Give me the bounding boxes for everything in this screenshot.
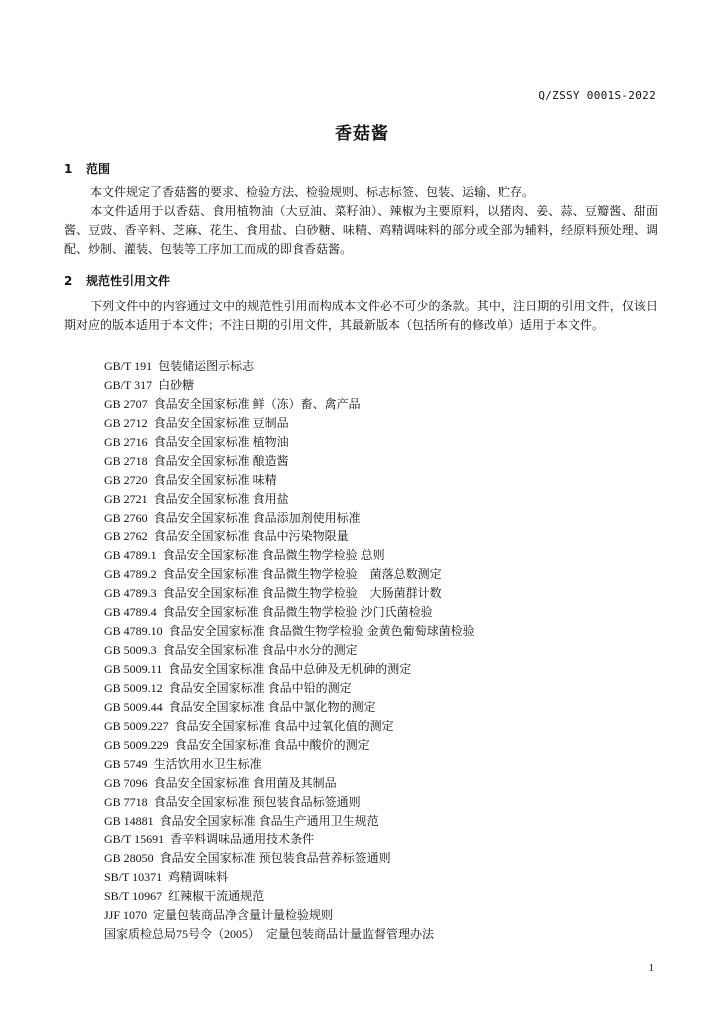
- reference-code: GB 2716: [104, 434, 148, 449]
- reference-item: [104, 793, 475, 812]
- reference-code: GB 5749: [104, 756, 148, 771]
- document-title: 香菇酱: [335, 124, 389, 144]
- reference-title: 食品安全国家标准 食品中过氧化值的测定: [174, 718, 394, 733]
- reference-code: GB 14881: [104, 813, 154, 828]
- reference-code: GB 5009.227: [104, 718, 169, 733]
- reference-title: 食品安全国家标准 食品微生物学检验 沙门氏菌检验: [162, 605, 433, 620]
- reference-title: 食品安全国家标准 食品中污染物限量: [153, 529, 349, 544]
- reference-item: [104, 546, 475, 565]
- reference-item: [104, 414, 475, 433]
- reference-title: 生活饮用水卫生标准: [153, 756, 262, 771]
- reference-item: [104, 736, 475, 755]
- reference-code: GB 2762: [104, 529, 148, 544]
- reference-title: 包装储运图示标志: [158, 359, 255, 373]
- reference-item: [104, 376, 475, 395]
- scope-paragraph-2: 本文件适用于以香菇、食用植物油（大豆油、菜籽油）、辣椒为主要原料，以猪肉、姜、蒜、豆瓣酱、甜面酱、豆豉、香辛料、芝麻、花生、食用盐、白砂糖、味精、鸡精调味料的部分或全部为辅料，经原料预处理、调配、炒制、灌装、包装等工序加工而成的即食香菇酱。: [64, 204, 658, 256]
- reference-item: [104, 774, 475, 793]
- reference-code: GB 2718: [104, 453, 148, 468]
- section-title: 范围: [86, 162, 111, 176]
- reference-item: [104, 755, 475, 774]
- reference-title: 食品安全国家标准 预包装食品营养标签通则: [159, 851, 391, 866]
- reference-item: [104, 395, 475, 414]
- reference-code: GB 2760: [104, 510, 148, 525]
- reference-title: 食品安全国家标准 食品添加剂使用标准: [153, 510, 361, 525]
- section-title: 规范性引用文件: [86, 274, 171, 288]
- reference-item: [104, 452, 475, 471]
- reference-code: GB 5009.44: [104, 699, 163, 714]
- reference-item: [104, 527, 475, 546]
- scope-paragraph-1: 本文件规定了香菇酱的要求、检验方法、检验规则、标志标签、包装、运输、贮存。: [90, 185, 535, 199]
- reference-code: GB 2712: [104, 415, 148, 430]
- reference-title: 食品安全国家标准 酿造酱: [153, 453, 289, 468]
- reference-code: GB 2720: [104, 472, 148, 487]
- reference-item: [104, 887, 475, 906]
- reference-title: 食品安全国家标准 食品中总砷及无机砷的测定: [168, 662, 412, 676]
- reference-code: 国家质检总局75号令（2005）: [104, 927, 261, 942]
- reference-code: GB 5009.3: [104, 643, 157, 658]
- reference-title: 食品安全国家标准 豆制品: [153, 415, 289, 430]
- reference-code: GB 4789.1: [104, 548, 157, 563]
- reference-code: GB/T 191: [104, 359, 153, 373]
- reference-code: GB 7718: [104, 794, 148, 809]
- reference-item: [104, 603, 475, 622]
- reference-title: 食品安全国家标准 食品微生物学检验 总则: [162, 548, 385, 563]
- reference-code: GB 7096: [104, 775, 148, 790]
- reference-title: 食品安全国家标准 食品中水分的测定: [162, 643, 358, 658]
- reference-code: GB 4789.3: [104, 586, 157, 601]
- reference-code: GB 4789.10: [104, 624, 163, 639]
- reference-code: GB/T 15691: [104, 832, 165, 847]
- reference-item: [104, 717, 475, 736]
- reference-code: GB 5009.12: [104, 680, 163, 695]
- reference-code: GB 4789.2: [104, 567, 157, 582]
- standard-code: Q/ZSSY 0001S-2022: [538, 89, 656, 102]
- reference-code: GB 5009.11: [104, 662, 163, 676]
- reference-code: GB 2721: [104, 491, 148, 506]
- reference-item: [104, 906, 475, 925]
- reference-code: GB 5009.229: [104, 737, 169, 752]
- reference-item: [104, 698, 475, 717]
- references-intro-paragraph: 下列文件中的内容通过文中的规范性引用而构成本文件必不可少的条款。其中，注日期的引用文件，仅该日期对应的版本适用于本文件；不注日期的引用文件，其最新版本（包括所有的修改单）适用于本文件。: [64, 299, 658, 332]
- reference-item: [104, 357, 475, 376]
- reference-title: 食品安全国家标准 食品中铅的测定: [168, 680, 352, 695]
- reference-item: [104, 679, 475, 698]
- reference-title: 食品安全国家标准 植物油: [153, 434, 289, 449]
- reference-code: JJF 1070: [104, 908, 148, 923]
- reference-item: [104, 641, 475, 660]
- reference-title: 食品安全国家标准 食用盐: [153, 491, 289, 506]
- reference-title: 食品安全国家标准 鲜（冻）畜、禽产品: [153, 396, 361, 411]
- section-number: 2: [64, 274, 73, 288]
- reference-code: GB 4789.4: [104, 605, 157, 620]
- reference-code: GB 2707: [104, 396, 148, 411]
- reference-item: [104, 925, 475, 944]
- reference-title: 红辣椒干流通规范: [168, 889, 265, 904]
- reference-item: [104, 849, 475, 868]
- reference-title: 食品安全国家标准 食品中氯化物的测定: [168, 699, 376, 714]
- section-heading-normative-references: [64, 272, 170, 289]
- reference-item: [104, 660, 475, 679]
- reference-title: 食品安全国家标准 食品微生物学检验 金黄色葡萄球菌检验: [168, 624, 475, 639]
- reference-item: [104, 565, 475, 584]
- reference-code: SB/T 10371: [104, 870, 163, 885]
- reference-list: [104, 357, 475, 944]
- reference-title: 食品安全国家标准 食品生产通用卫生规范: [159, 813, 379, 828]
- page-number: 1: [648, 962, 654, 974]
- reference-item: [104, 868, 475, 887]
- reference-item: [104, 433, 475, 452]
- reference-title: 食品安全国家标准 预包装食品标签通则: [153, 794, 361, 809]
- reference-item: [104, 490, 475, 509]
- reference-item: [104, 584, 475, 603]
- section-number: 1: [64, 162, 73, 176]
- reference-item: [104, 509, 475, 528]
- reference-title: 鸡精调味料: [168, 870, 229, 885]
- reference-title: 食品安全国家标准 食用菌及其制品: [153, 775, 337, 790]
- reference-item: [104, 471, 475, 490]
- section-heading-scope: [64, 160, 110, 177]
- reference-title: 香辛料调味品通用技术条件: [170, 832, 315, 847]
- reference-title: 食品安全国家标准 食品微生物学检验 大肠菌群计数: [162, 586, 442, 601]
- reference-title: 定量包装商品净含量计量检验规则: [153, 908, 334, 923]
- reference-code: GB 28050: [104, 851, 154, 866]
- reference-item: [104, 812, 475, 831]
- reference-code: SB/T 10967: [104, 889, 163, 904]
- reference-title: 食品安全国家标准 味精: [153, 472, 277, 487]
- reference-title: 食品安全国家标准 食品微生物学检验 菌落总数测定: [162, 567, 442, 582]
- reference-title: 定量包装商品计量监督管理办法: [266, 927, 435, 942]
- reference-code: GB/T 317: [104, 377, 153, 392]
- reference-item: [104, 830, 475, 849]
- reference-title: 食品安全国家标准 食品中酸价的测定: [174, 737, 370, 752]
- reference-title: 白砂糖: [158, 377, 195, 392]
- reference-item: [104, 622, 475, 641]
